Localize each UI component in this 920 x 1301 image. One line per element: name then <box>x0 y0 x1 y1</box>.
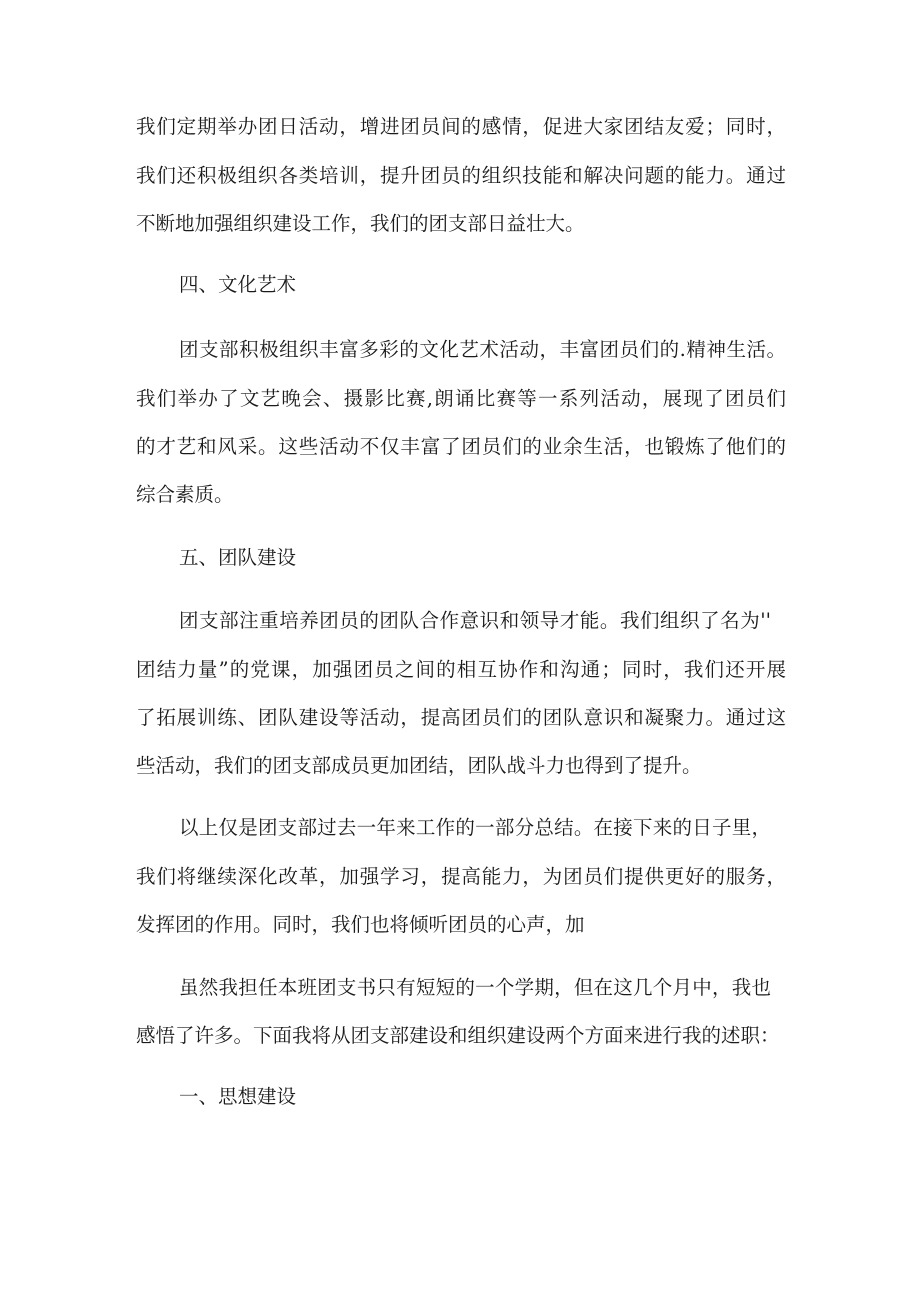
paragraph-line: 以上仅是团支部过去一年来工作的一部分总结。在接下来的日子里， <box>179 816 771 839</box>
paragraph-line: 团结力量”的党课，加强团员之间的相互协作和沟通；同时，我们还开展 <box>136 658 786 681</box>
paragraph-line: 虽然我担任本班团支书只有短短的一个学期，但在这几个月中，我也 <box>179 976 771 999</box>
paragraph-line: 团支部积极组织丰富多彩的文化艺术活动，丰富团员们的.精神生活。 <box>179 338 786 361</box>
paragraph-line: 感悟了许多。下面我将从团支部建设和组织建设两个方面来进行我的述职： <box>136 1024 780 1047</box>
paragraph-line: 不断地加强组织建设工作，我们的团支部日益壮大。 <box>136 212 585 235</box>
paragraph-line: 我们还积极组织各类培训，提升团员的组织技能和解决问题的能力。通过 <box>136 164 786 187</box>
paragraph-line: 我们定期举办团日活动，增进团员间的感情，促进大家团结友爱；同时， <box>136 115 786 138</box>
section-heading: 四、文化艺术 <box>179 273 297 296</box>
paragraph-line: 团支部注重培养团员的团队合作意识和领导才能。我们组织了名为'' <box>179 609 771 632</box>
paragraph-line: 的才艺和风采。这些活动不仅丰富了团员们的业余生活，也锻炼了他们的 <box>136 435 786 458</box>
section-heading: 五、团队建设 <box>179 546 297 569</box>
section-heading: 一、思想建设 <box>179 1085 297 1108</box>
paragraph-line: 综合素质。 <box>136 483 234 506</box>
paragraph-line: 了拓展训练、团队建设等活动，提高团员们的团队意识和凝聚力。通过这 <box>136 706 786 729</box>
paragraph-line: 些活动，我们的团支部成员更加团结，团队战斗力也得到了提升。 <box>136 754 702 777</box>
paragraph-line: 我们举办了文艺晚会、摄影比赛,朗诵比赛等一系列活动，展现了团员们 <box>136 387 786 410</box>
paragraph-line: 发挥团的作用。同时，我们也将倾听团员的心声，加 <box>136 913 585 936</box>
paragraph-line: 我们将继续深化改革，加强学习，提高能力，为团员们提供更好的服务， <box>136 865 786 888</box>
